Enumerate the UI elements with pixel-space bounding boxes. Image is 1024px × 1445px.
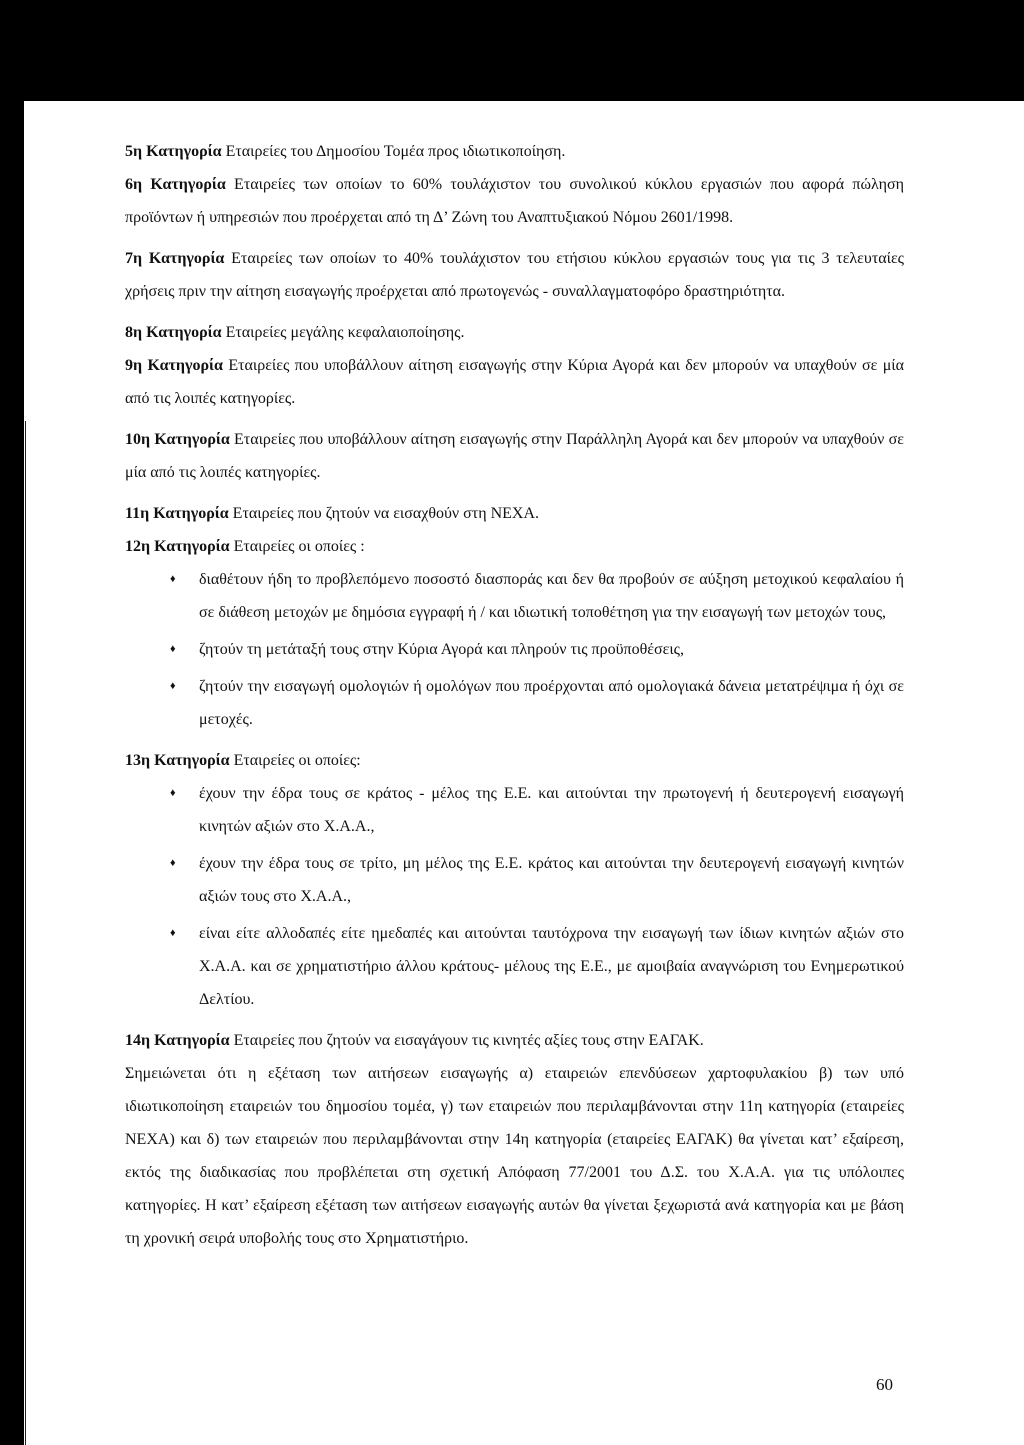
- note-paragraph: Σημειώνεται ότι η εξέταση των αιτήσεων εισαγωγής α) εταιρειών επενδύσεων χαρτοφυλακίου β) των υπό ιδιωτικοποίηση εταιρειών του δημοσίου τομέα, γ) των εταιρειών που περιλαμβάνονται στην 11η κατηγορία (εταιρείες ΝΕΧΑ) και δ) των εταιρειών που περιλαμβάνονται στην 14η κατηγορία (εταιρείες ΕΑΓΑΚ) θα γίνεται κατ’ εξαίρεση, εκτός της διαδικασίας που προβλέπεται στη σχετική Απόφαση 77/2001 του Δ.Σ. του Χ.Α.Α. για τις υπόλοιπες κατηγορίες. Η κατ’ εξαίρεση εξέταση των αιτήσεων εισαγωγής αυτών θα γίνεται ξεχωριστά ανά κατηγορία και με βάση τη χρονική σειρά υποβολής τους στο Χρηματιστήριο.: [125, 1065, 904, 1247]
- category-7-text: Εταιρείες των οποίων το 40% τουλάχιστον του ετήσιου κύκλου εργασιών τους για τις 3 τελευταίες χρήσεις πριν την αίτηση εισαγωγής προέρχεται από πρωτογενώς - συναλλαγματοφόρο δραστηριότητα.: [125, 250, 904, 300]
- list-item-text: ζητούν την εισαγωγή ομολογιών ή ομολόγων που προέρχονται από ομολογιακά δάνεια μετατρέψιμα ή όχι σε μετοχές.: [199, 678, 904, 728]
- category-5-text: Εταιρείες του Δημοσίου Τομέα προς ιδιωτικοποίηση.: [221, 143, 566, 160]
- list-item-text: είναι είτε αλλοδαπές είτε ημεδαπές και αιτούνται ταυτόχρονα την εισαγωγή των ίδιων κινητών αξιών στο Χ.Α.Α. και σε χρηματιστήριο άλλου κράτους- μέλους της Ε.Ε., με αμοιβαία αναγνώριση του Ενημερωτικού Δελτίου.: [199, 925, 904, 1008]
- scan-edge-line: [25, 421, 26, 1445]
- category-9-label: 9η Κατηγορία: [125, 357, 223, 374]
- list-item: [125, 777, 904, 843]
- diamond-bullet-icon: ♦: [170, 643, 176, 655]
- list-item: [125, 917, 904, 1016]
- list-item-text: ζητούν τη μετάταξή τους στην Κύρια Αγορά και πληρούν τις προϋποθέσεις,: [199, 641, 684, 658]
- category-14-paragraph: [125, 1024, 904, 1057]
- category-6-text: Εταιρείες των οποίων το 60% τουλάχιστον του συνολικού κύκλου εργασιών που αφορά πώληση προϊόντων ή υπηρεσιών που προέρχεται από τη Δ’ Ζώνη του Αναπτυξιακού Νόμου 2601/1998.: [125, 176, 904, 226]
- diamond-bullet-icon: ♦: [170, 857, 176, 869]
- category-10-text: Εταιρείες που υποβάλλουν αίτηση εισαγωγής στην Παράλληλη Αγορά και δεν μπορούν να υπαχθούν σε μία από τις λοιπές κατηγορίες.: [125, 431, 904, 481]
- category-10-label: 10η Κατηγορία: [125, 431, 230, 448]
- category-12-label: 12η Κατηγορία: [125, 538, 230, 555]
- page-number: 60: [876, 1375, 893, 1394]
- list-item: [125, 847, 904, 913]
- list-item: [125, 563, 904, 629]
- list-item-text: διαθέτουν ήδη το προβλεπόμενο ποσοστό διασποράς και δεν θα προβούν σε αύξηση μετοχικού κεφαλαίου ή σε διάθεση μετοχών με δημόσια εγγραφή ή / και ιδιωτική τοποθέτηση για την εισαγωγή των μετοχών τους,: [199, 571, 904, 621]
- category-12-text: Εταιρείες οι οποίες :: [229, 538, 365, 555]
- category-13-bullet-list: [125, 777, 904, 1016]
- category-12-bullet-list: [125, 563, 904, 736]
- list-item-text: έχουν την έδρα τους σε κράτος - μέλος της Ε.Ε. και αιτούνται την πρωτογενή ή δευτερογενή εισαγωγή κινητών αξιών στο Χ.Α.Α.,: [199, 785, 904, 835]
- category-11-text: Εταιρείες που ζητούν να εισαχθούν στη ΝΕΧΑ.: [228, 505, 540, 522]
- category-12-paragraph: [125, 530, 904, 563]
- category-9-paragraph: [125, 349, 904, 415]
- diamond-bullet-icon: ♦: [170, 573, 176, 585]
- category-7-paragraph: [125, 242, 904, 308]
- list-item-text: έχουν την έδρα τους σε τρίτο, μη μέλος της Ε.Ε. κράτος και αιτούνται την δευτερογενή εισαγωγή κινητών αξιών τους στο Χ.Α.Α.,: [199, 855, 904, 905]
- diamond-bullet-icon: ♦: [170, 927, 176, 939]
- category-11-paragraph: [125, 497, 904, 530]
- category-8-text: Εταιρείες μεγάλης κεφαλαιοποίησης.: [221, 324, 465, 341]
- category-6-paragraph: [125, 168, 904, 234]
- page-body: [125, 135, 904, 1263]
- diamond-bullet-icon: ♦: [170, 787, 176, 799]
- category-5-label: 5η Κατηγορία: [125, 143, 222, 160]
- category-5-paragraph: [125, 135, 904, 168]
- category-11-label: 11η Κατηγορία: [125, 505, 229, 522]
- category-13-label: 13η Κατηγορία: [125, 752, 230, 769]
- list-item: [125, 633, 904, 666]
- category-8-paragraph: [125, 316, 904, 349]
- category-13-text: Εταιρείες οι οποίες:: [229, 752, 361, 769]
- document-page: [24, 101, 1024, 1445]
- category-13-paragraph: [125, 744, 904, 777]
- diamond-bullet-icon: ♦: [170, 680, 176, 692]
- category-7-label: 7η Κατηγορία: [125, 250, 225, 267]
- category-9-text: Εταιρείες που υποβάλλουν αίτηση εισαγωγής στην Κύρια Αγορά και δεν μπορούν να υπαχθούν σε μία από τις λοιπές κατηγορίες.: [125, 357, 904, 407]
- category-14-label: 14η Κατηγορία: [125, 1032, 230, 1049]
- category-10-paragraph: [125, 423, 904, 489]
- category-14-text: Εταιρείες που ζητούν να εισαγάγουν τις κινητές αξίες τους στην ΕΑΓΑΚ.: [229, 1032, 704, 1049]
- list-item: [125, 670, 904, 736]
- category-8-label: 8η Κατηγορία: [125, 324, 222, 341]
- category-6-label: 6η Κατηγορία: [125, 176, 226, 193]
